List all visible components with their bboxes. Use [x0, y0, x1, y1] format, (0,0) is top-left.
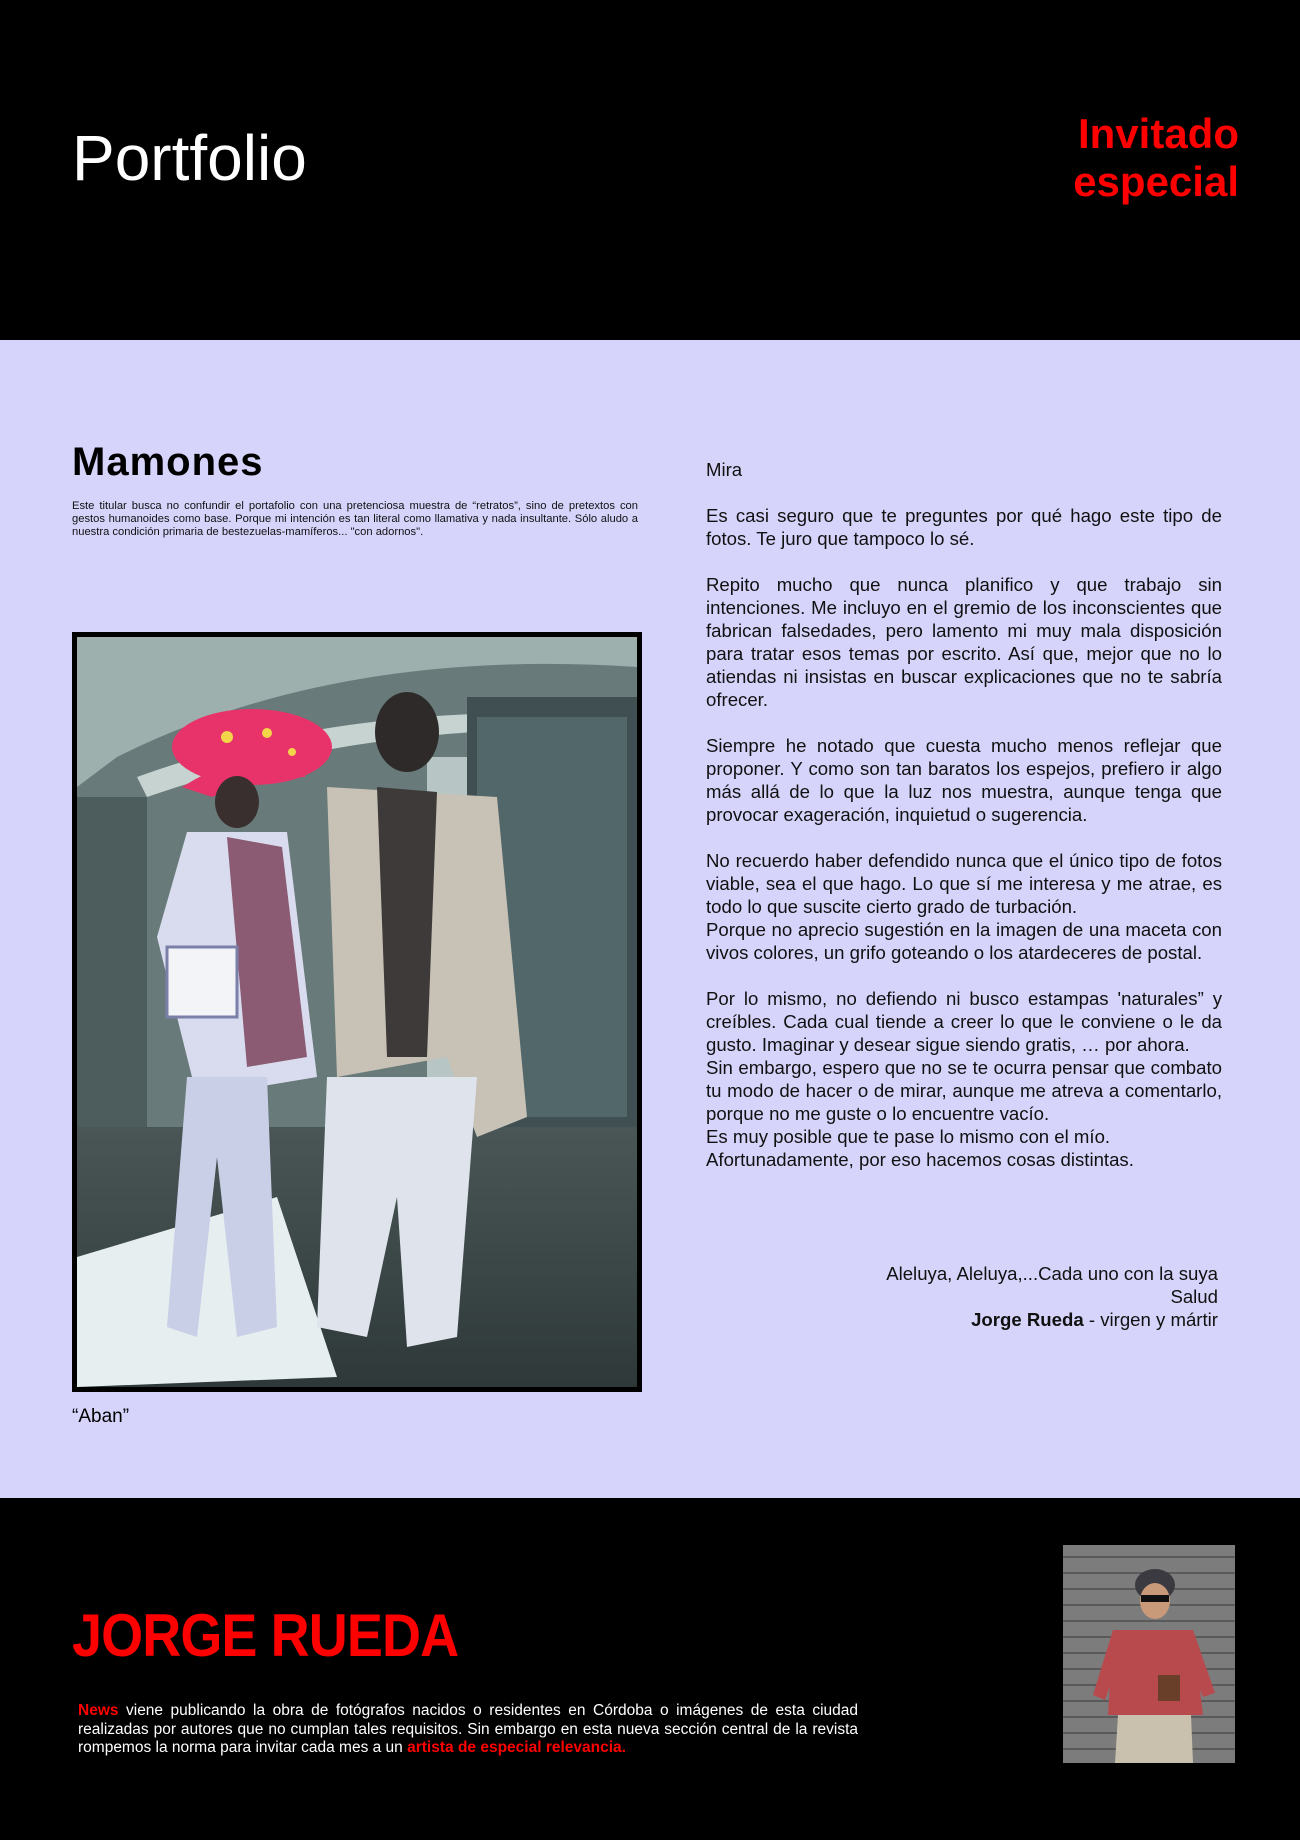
body-paragraph: Repito mucho que nunca planifico y que trabajo sin intenciones. Me incluyo en el gremio de los inconscientes que fabrican falsedades, pero lamento mi muy mala disposición para tratar esos temas por escrito. Así que, mejor que no lo atiendas ni insistas en buscar explicaciones que no te sabría ofrecer.: [706, 574, 1222, 710]
guest-tag-line2: especial: [1073, 158, 1239, 205]
article-title: Mamones: [72, 440, 264, 484]
signature-line: Aleluya, Aleluya,...Cada uno con la suya: [886, 1263, 1218, 1284]
body-paragraph: Afortunadamente, por eso hacemos cosas distintas.: [706, 1149, 1134, 1170]
news-brand: News: [78, 1702, 119, 1719]
artist-portrait-illustration: [1063, 1545, 1235, 1763]
section-title: Portfolio: [72, 122, 307, 194]
body-paragraph: Mira: [706, 459, 743, 480]
signature-block: [886, 1262, 1218, 1331]
guest-tag-line1: Invitado: [1077, 110, 1239, 157]
photo-caption: “Aban”: [72, 1406, 130, 1427]
article-panel: [0, 340, 1300, 1498]
artist-portrait: [1063, 1545, 1235, 1763]
article-intro: Este titular busca no confundir el portafolio con una pretenciosa muestra de “retratos”, sino de pretextos con gestos humanoides como base. Porque mi intención es tan literal como llamativa y nada insultante. Sólo aludo a nuestra condición primaria de bestezuelas-mamíferos... "con adornos".: [72, 500, 638, 538]
news-highlight: artista de especial relevancia.: [407, 1739, 626, 1756]
body-paragraph: Es muy posible que te pase lo mismo con el mío.: [706, 1126, 1111, 1147]
news-text: viene publicando la obra de fotógrafos nacidos o residentes en Córdoba o imágenes de esta ciudad realizadas por autores que no cumplan tales requisitos. Sin embargo en esta nueva sección central de la revista rompemos la norma para invitar cada mes a un: [78, 1702, 858, 1756]
signature-author: [886, 1308, 1218, 1331]
body-paragraph: Es casi seguro que te preguntes por qué hago este tipo de fotos. Te juro que tampoco lo sé.: [706, 505, 1222, 549]
header-band: [0, 0, 1300, 340]
body-paragraph: Porque no aprecio sugestión en la imagen de una maceta con vivos colores, un grifo goteando o los atardeceres de postal.: [706, 919, 1222, 963]
body-paragraph: Siempre he notado que cuesta mucho menos reflejar que proponer. Y como son tan baratos los espejos, prefiero ir algo más allá de lo que la luz nos muestra, aunque tenga que provocar exageración, inquietud o sugerencia.: [706, 735, 1222, 825]
article-body: [706, 458, 1222, 1171]
body-paragraph: Por lo mismo, no defiendo ni busco estampas 'naturales” y creíbles. Cada cual tiende a creer lo que le conviene o le da gusto. Imaginar y desear sigue siendo gratis, … por ahora.: [706, 988, 1222, 1055]
featured-photo-illustration: [77, 637, 637, 1387]
footer-band: [0, 1498, 1300, 1840]
featured-photo: [72, 632, 642, 1392]
body-paragraph: Sin embargo, espero que no se te ocurra pensar que combato tu modo de hacer o de mirar, aunque me atreva a comentarlo, porque no me guste o lo encuentre vacío.: [706, 1057, 1222, 1124]
signature-greeting: Salud: [1170, 1286, 1218, 1307]
guest-tag: [1073, 110, 1239, 206]
body-paragraph: No recuerdo haber defendido nunca que el único tipo de fotos viable, sea el que hago. Lo que sí me interesa y me atrae, es todo lo que suscite cierto grado de turbación.: [706, 850, 1222, 917]
section-description: [78, 1702, 858, 1758]
author-role: - virgen y mártir: [1083, 1309, 1218, 1330]
author-name: Jorge Rueda: [971, 1309, 1084, 1330]
artist-name: JORGE RUEDA: [72, 1602, 459, 1669]
